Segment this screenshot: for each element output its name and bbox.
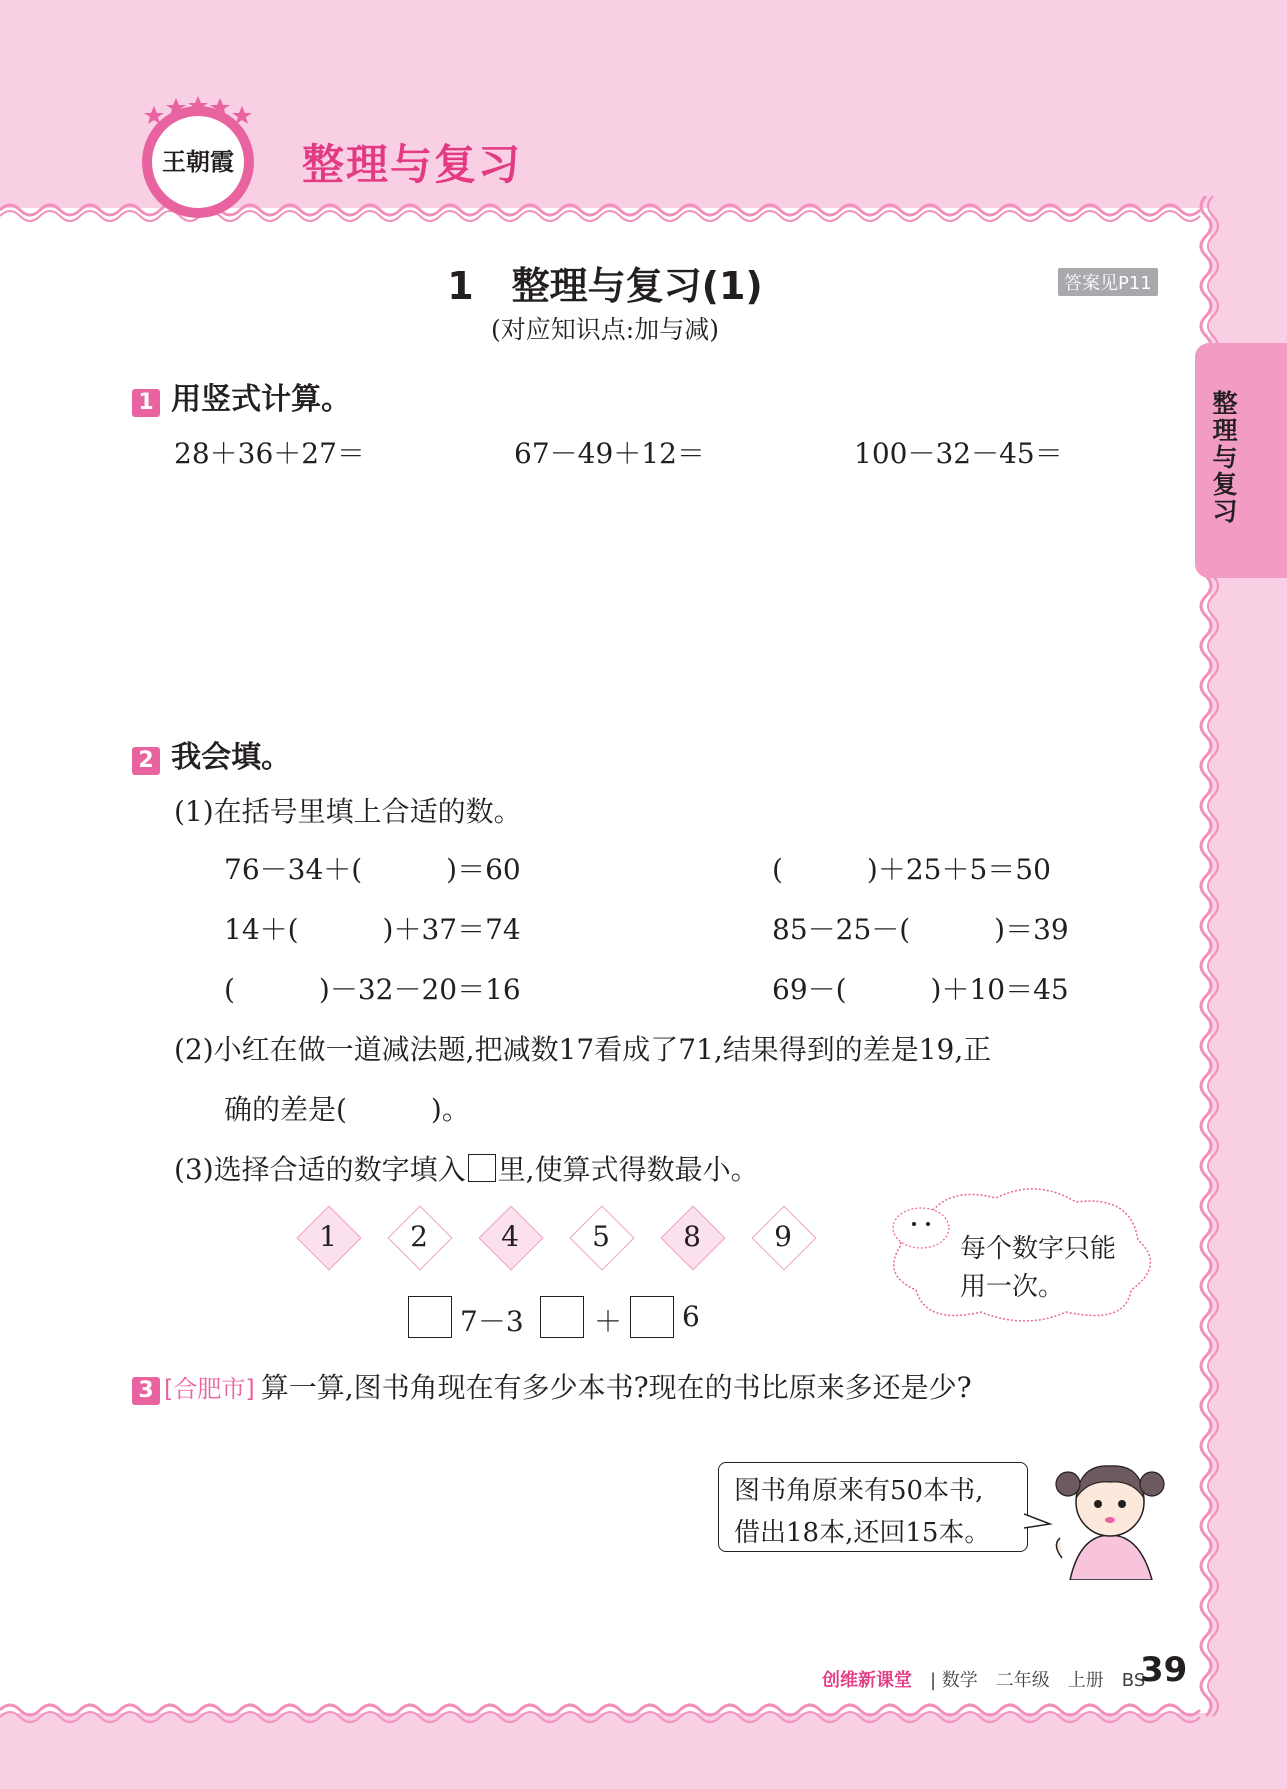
girl-illustration-icon: [1040, 1440, 1180, 1580]
q1-header: [132, 374, 351, 418]
expr-part-3: 6: [682, 1300, 700, 1333]
footer-brand: 创维新课堂: [822, 1670, 912, 1691]
q2-title: 我会填。: [171, 740, 292, 775]
header-title: 整理与复习: [302, 140, 523, 189]
q1-expr-2: 67－49＋12＝: [514, 437, 705, 470]
q2-part2-line2[interactable]: 确的差是( )。: [224, 1093, 470, 1126]
digit-1[interactable]: 1: [319, 1220, 337, 1253]
digit-4[interactable]: 4: [501, 1220, 519, 1253]
digit-8[interactable]: 8: [683, 1220, 701, 1253]
wave-border-bottom: [0, 1702, 1230, 1728]
footer-info: | 数学 二年级 上册 BS: [930, 1670, 1146, 1691]
answer-box-1[interactable]: [408, 1296, 452, 1338]
logo-text: 王朝霞: [162, 147, 234, 176]
q3-header: [132, 1366, 972, 1406]
q2-part3-text-a: (3)选择合适的数字填入: [174, 1153, 466, 1186]
q2-fill-row1-left[interactable]: 76－34＋( )＝60: [224, 853, 521, 886]
q1-expr-1: 28＋36＋27＝: [174, 437, 365, 470]
q1-number: 1: [132, 389, 160, 417]
square-icon: [468, 1154, 496, 1182]
q1-title: 用竖式计算。: [171, 382, 352, 417]
brand-logo: [136, 96, 261, 221]
answer-box-2[interactable]: [540, 1296, 584, 1338]
cloud-text-line1: 每个数字只能: [960, 1234, 1117, 1264]
digit-5[interactable]: 5: [592, 1220, 610, 1253]
lesson-title: 1 整理与复习(1): [447, 264, 763, 308]
lesson-subtitle: (对应知识点:加与减): [491, 315, 719, 344]
q3-region-tag: [合肥市]: [164, 1375, 255, 1403]
q2-part1-instruction: (1)在括号里填上合适的数。: [174, 795, 522, 828]
answer-box-3[interactable]: [630, 1296, 674, 1338]
side-tab-label: 整理与复习: [1209, 390, 1238, 525]
q3-text: 算一算,图书角现在有多少本书?现在的书比原来多还是少?: [260, 1371, 972, 1404]
q2-fill-row2-left[interactable]: 14＋( )＋37＝74: [224, 913, 521, 946]
digit-9[interactable]: 9: [774, 1220, 792, 1253]
bubble-text-line2: 借出18本,还回15本。: [734, 1518, 991, 1548]
q2-fill-row1-right[interactable]: ( )＋25＋5＝50: [772, 853, 1051, 886]
q2-fill-row2-right[interactable]: 85－25－( )＝39: [772, 913, 1069, 946]
cloud-text-line2: 用一次。: [960, 1272, 1065, 1302]
q3-number: 3: [132, 1377, 160, 1405]
q2-header: [132, 732, 291, 776]
q2-part3-text-b: 里,使算式得数最小。: [497, 1153, 759, 1186]
q2-number: 2: [132, 747, 160, 775]
answer-reference[interactable]: 答案见P11: [1058, 268, 1158, 296]
expr-part-1: 7－3: [460, 1305, 524, 1338]
q1-expr-3: 100－32－45＝: [854, 437, 1063, 470]
digit-2[interactable]: 2: [410, 1220, 428, 1253]
q2-fill-row3-left[interactable]: ( )－32－20＝16: [224, 973, 521, 1006]
bubble-text-line1: 图书角原来有50本书,: [734, 1476, 984, 1506]
q2-part2-line1: (2)小红在做一道减法题,把减数17看成了71,结果得到的差是19,正: [174, 1033, 992, 1066]
q2-part3-instruction: [174, 1148, 759, 1188]
expr-part-2: ＋: [594, 1305, 623, 1338]
q2-fill-row3-right[interactable]: 69－( )＋10＝45: [772, 973, 1069, 1006]
page-number: 39: [1140, 1650, 1188, 1690]
